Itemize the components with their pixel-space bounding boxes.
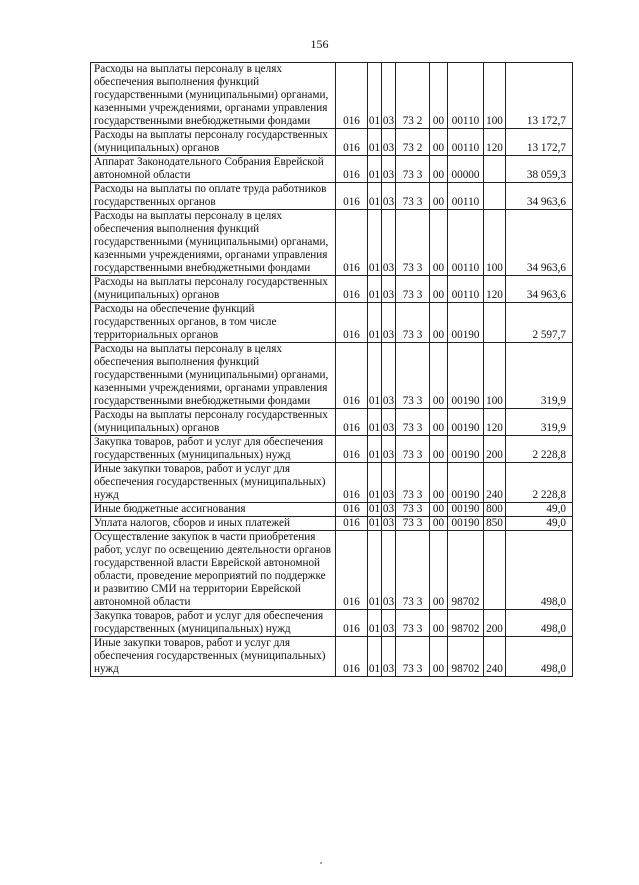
expense-name-cell: Закупка товаров, работ и услуг для обеспечения государственных (муниципальных) нужд <box>91 610 336 637</box>
expense-type-cell: 100 <box>484 63 506 129</box>
grbs-cell: 016 <box>336 436 368 463</box>
subprogram-cell: 00 <box>430 463 448 503</box>
expense-name-cell: Иные бюджетные ассигнования <box>91 503 336 517</box>
table-row <box>91 276 573 303</box>
grbs-cell: 016 <box>336 637 368 677</box>
direction-cell: 00190 <box>448 409 484 436</box>
grbs-cell: 016 <box>336 503 368 517</box>
expense-name-cell: Расходы на выплаты персоналу в целях обеспечения выполнения функций государственными (муниципальными) органами, казенными учреждениями, органами управления государственными внебюджетными фондами <box>91 343 336 409</box>
direction-cell: 00110 <box>448 129 484 156</box>
budget-table <box>90 62 573 677</box>
program-cell: 73 3 <box>396 610 430 637</box>
expense-type-cell <box>484 183 506 210</box>
direction-cell: 00190 <box>448 503 484 517</box>
table-row <box>91 183 573 210</box>
direction-cell: 98702 <box>448 531 484 610</box>
section-cell: 01 <box>368 436 382 463</box>
amount-cell: 34 963,6 <box>506 276 573 303</box>
subprogram-cell: 00 <box>430 276 448 303</box>
amount-cell: 49,0 <box>506 517 573 531</box>
subsection-cell: 03 <box>382 183 396 210</box>
amount-cell: 498,0 <box>506 637 573 677</box>
section-cell: 01 <box>368 517 381 529</box>
expense-name-cell: Расходы на обеспечение функций государственных органов, в том числе территориальных органов <box>91 303 336 343</box>
amount-cell: 38 059,3 <box>506 156 573 183</box>
expense-type-cell: 200 <box>484 610 506 637</box>
expense-type-cell: 100 <box>484 210 506 276</box>
grbs-cell: 016 <box>336 183 368 210</box>
subsection-cell: 03 <box>382 343 396 409</box>
expense-name-cell: Расходы на выплаты персоналу в целях обеспечения выполнения функций государственными (муниципальными) органами, казенными учреждениями, органами управления государственными внебюджетными фондами <box>91 63 336 129</box>
section-cell: 01 <box>368 63 382 129</box>
program-cell: 73 3 <box>396 531 430 610</box>
subprogram-cell: 00 <box>430 129 448 156</box>
grbs-cell: 016 <box>336 409 368 436</box>
amount-cell: 13 172,7 <box>506 129 573 156</box>
table-row <box>91 303 573 343</box>
section-cell: 01 <box>368 343 382 409</box>
expense-name-cell: Расходы на выплаты по оплате труда работников государственных органов <box>91 183 336 210</box>
expense-type-cell: 800 <box>484 503 506 517</box>
expense-name-cell: Аппарат Законодательного Собрания Еврейской автономной области <box>91 156 336 183</box>
subsection-cell: 03 <box>382 156 396 183</box>
section-cell: 01 <box>368 303 382 343</box>
amount-cell: 498,0 <box>506 531 573 610</box>
subprogram-cell: 00 <box>430 610 448 637</box>
grbs-cell: 016 <box>336 517 368 531</box>
amount-cell: 13 172,7 <box>506 63 573 129</box>
section-cell: 01 <box>368 637 382 677</box>
expense-type-cell: 100 <box>484 343 506 409</box>
section-cell: 01 <box>368 610 382 637</box>
direction-cell: 00190 <box>448 303 484 343</box>
program-cell: 73 3 <box>396 436 430 463</box>
grbs-cell: 016 <box>336 531 368 610</box>
subprogram-cell: 00 <box>430 637 448 677</box>
direction-cell: 98702 <box>448 610 484 637</box>
expense-type-cell <box>484 156 506 183</box>
expense-name-cell: Закупка товаров, работ и услуг для обеспечения государственных (муниципальных) нужд <box>91 436 336 463</box>
direction-cell: 00190 <box>448 343 484 409</box>
subprogram-cell: 00 <box>430 303 448 343</box>
amount-cell: 2 228,8 <box>506 463 573 503</box>
subsection-cell: 03 <box>382 129 396 156</box>
amount-cell: 319,9 <box>506 343 573 409</box>
subsection-cell: 03 <box>382 637 396 677</box>
table-row <box>91 610 573 637</box>
subsection-cell: 03 <box>382 409 396 436</box>
direction-cell: 00190 <box>448 436 484 463</box>
expense-name-cell: Иные закупки товаров, работ и услуг для обеспечения государственных (муниципальных) нужд <box>91 463 336 503</box>
program-cell: 73 3 <box>396 183 430 210</box>
grbs-cell: 016 <box>336 210 368 276</box>
direction-cell: 98702 <box>448 637 484 677</box>
subsection-cell: 03 <box>382 303 396 343</box>
subsection-cell: 03 <box>382 517 395 529</box>
amount-cell: 34 963,6 <box>506 183 573 210</box>
direction-cell: 00110 <box>448 183 484 210</box>
expense-type-cell: 120 <box>484 129 506 156</box>
table-row <box>91 436 573 463</box>
section-cell: 01 <box>368 503 381 515</box>
program-cell: 73 3 <box>396 210 430 276</box>
direction-cell: 00000 <box>448 156 484 183</box>
subprogram-cell: 00 <box>430 531 448 610</box>
amount-cell: 49,0 <box>506 503 573 517</box>
program-cell: 73 3 <box>396 503 430 517</box>
direction-cell: 00110 <box>448 63 484 129</box>
program-cell: 73 3 <box>396 343 430 409</box>
grbs-cell: 016 <box>336 303 368 343</box>
expense-name-cell: Расходы на выплаты персоналу государственных (муниципальных) органов <box>91 276 336 303</box>
expense-type-cell <box>484 303 506 343</box>
subsection-cell: 03 <box>382 436 396 463</box>
subprogram-cell: 00 <box>430 409 448 436</box>
expense-name-cell: Иные закупки товаров, работ и услуг для обеспечения государственных (муниципальных) нужд <box>91 637 336 677</box>
subsection-cell: 03 <box>382 531 396 610</box>
program-cell: 73 2 <box>396 129 430 156</box>
amount-cell: 34 963,6 <box>506 210 573 276</box>
expense-type-cell: 850 <box>484 517 506 531</box>
table-row <box>91 409 573 436</box>
expense-type-cell: 120 <box>484 276 506 303</box>
subprogram-cell: 00 <box>430 436 448 463</box>
table-body <box>91 63 573 677</box>
amount-cell: 319,9 <box>506 409 573 436</box>
grbs-cell: 016 <box>336 63 368 129</box>
subprogram-cell: 00 <box>430 210 448 276</box>
subprogram-cell: 00 <box>430 156 448 183</box>
section-cell: 01 <box>368 531 382 610</box>
expense-type-cell: 200 <box>484 436 506 463</box>
subprogram-cell: 00 <box>430 63 448 129</box>
expense-name-cell: Расходы на выплаты персоналу государственных (муниципальных) органов <box>91 129 336 156</box>
amount-cell: 498,0 <box>506 610 573 637</box>
page-number: 156 <box>310 37 329 51</box>
subprogram-cell: 00 <box>430 517 448 531</box>
subprogram-cell: 00 <box>430 183 448 210</box>
expense-name-cell: Расходы на выплаты персоналу государственных (муниципальных) органов <box>91 409 336 436</box>
expense-type-cell <box>484 531 506 610</box>
expense-name-cell: Уплата налогов, сборов и иных платежей <box>91 517 336 531</box>
program-cell: 73 3 <box>396 517 430 531</box>
grbs-cell: 016 <box>336 610 368 637</box>
subsection-cell: 03 <box>382 210 396 276</box>
table-row <box>91 210 573 276</box>
grbs-cell: 016 <box>336 129 368 156</box>
section-cell: 01 <box>368 183 382 210</box>
section-cell: 01 <box>368 276 382 303</box>
direction-cell: 00190 <box>448 463 484 503</box>
program-cell: 73 3 <box>396 463 430 503</box>
table-row <box>91 463 573 503</box>
table-row <box>91 63 573 129</box>
subsection-cell: 03 <box>382 503 395 515</box>
subsection-cell: 03 <box>382 463 396 503</box>
direction-cell: 00110 <box>448 210 484 276</box>
grbs-cell: 016 <box>336 156 368 183</box>
table-row <box>91 637 573 677</box>
table-row <box>91 517 573 531</box>
program-cell: 73 3 <box>396 637 430 677</box>
table-row <box>91 129 573 156</box>
grbs-cell: 016 <box>336 343 368 409</box>
section-cell: 01 <box>368 210 382 276</box>
program-cell: 73 3 <box>396 276 430 303</box>
expense-type-cell: 240 <box>484 463 506 503</box>
section-cell: 01 <box>368 129 382 156</box>
expense-type-cell: 120 <box>484 409 506 436</box>
section-cell: 01 <box>368 463 382 503</box>
direction-cell: 00190 <box>448 517 484 531</box>
program-cell: 73 2 <box>396 63 430 129</box>
grbs-cell: 016 <box>336 276 368 303</box>
program-cell: 73 3 <box>396 303 430 343</box>
amount-cell: 2 228,8 <box>506 436 573 463</box>
subprogram-cell: 00 <box>430 503 448 517</box>
table-row <box>91 531 573 610</box>
expense-name-cell: Расходы на выплаты персоналу в целях обеспечения выполнения функций государственными (муниципальными) органами, казенными учреждениями, органами управления государственными внебюджетными фондами <box>91 210 336 276</box>
subprogram-cell: 00 <box>430 343 448 409</box>
expense-type-cell: 240 <box>484 637 506 677</box>
subsection-cell: 03 <box>382 276 396 303</box>
table-row <box>91 156 573 183</box>
table-row <box>91 503 573 517</box>
section-cell: 01 <box>368 409 382 436</box>
program-cell: 73 3 <box>396 156 430 183</box>
program-cell: 73 3 <box>396 409 430 436</box>
grbs-cell: 016 <box>336 463 368 503</box>
section-cell: 01 <box>368 156 382 183</box>
amount-cell: 2 597,7 <box>506 303 573 343</box>
expense-name-cell: Осуществление закупок в части приобретения работ, услуг по освещению деятельности органов государственной власти Еврейской автономной области, проведение мероприятий по поддержке и развитию СМИ на территории Еврейской автономной области <box>91 531 336 610</box>
page-mark <box>320 862 322 864</box>
subsection-cell: 03 <box>382 610 396 637</box>
table-row <box>91 343 573 409</box>
direction-cell: 00110 <box>448 276 484 303</box>
subsection-cell: 03 <box>382 63 396 129</box>
